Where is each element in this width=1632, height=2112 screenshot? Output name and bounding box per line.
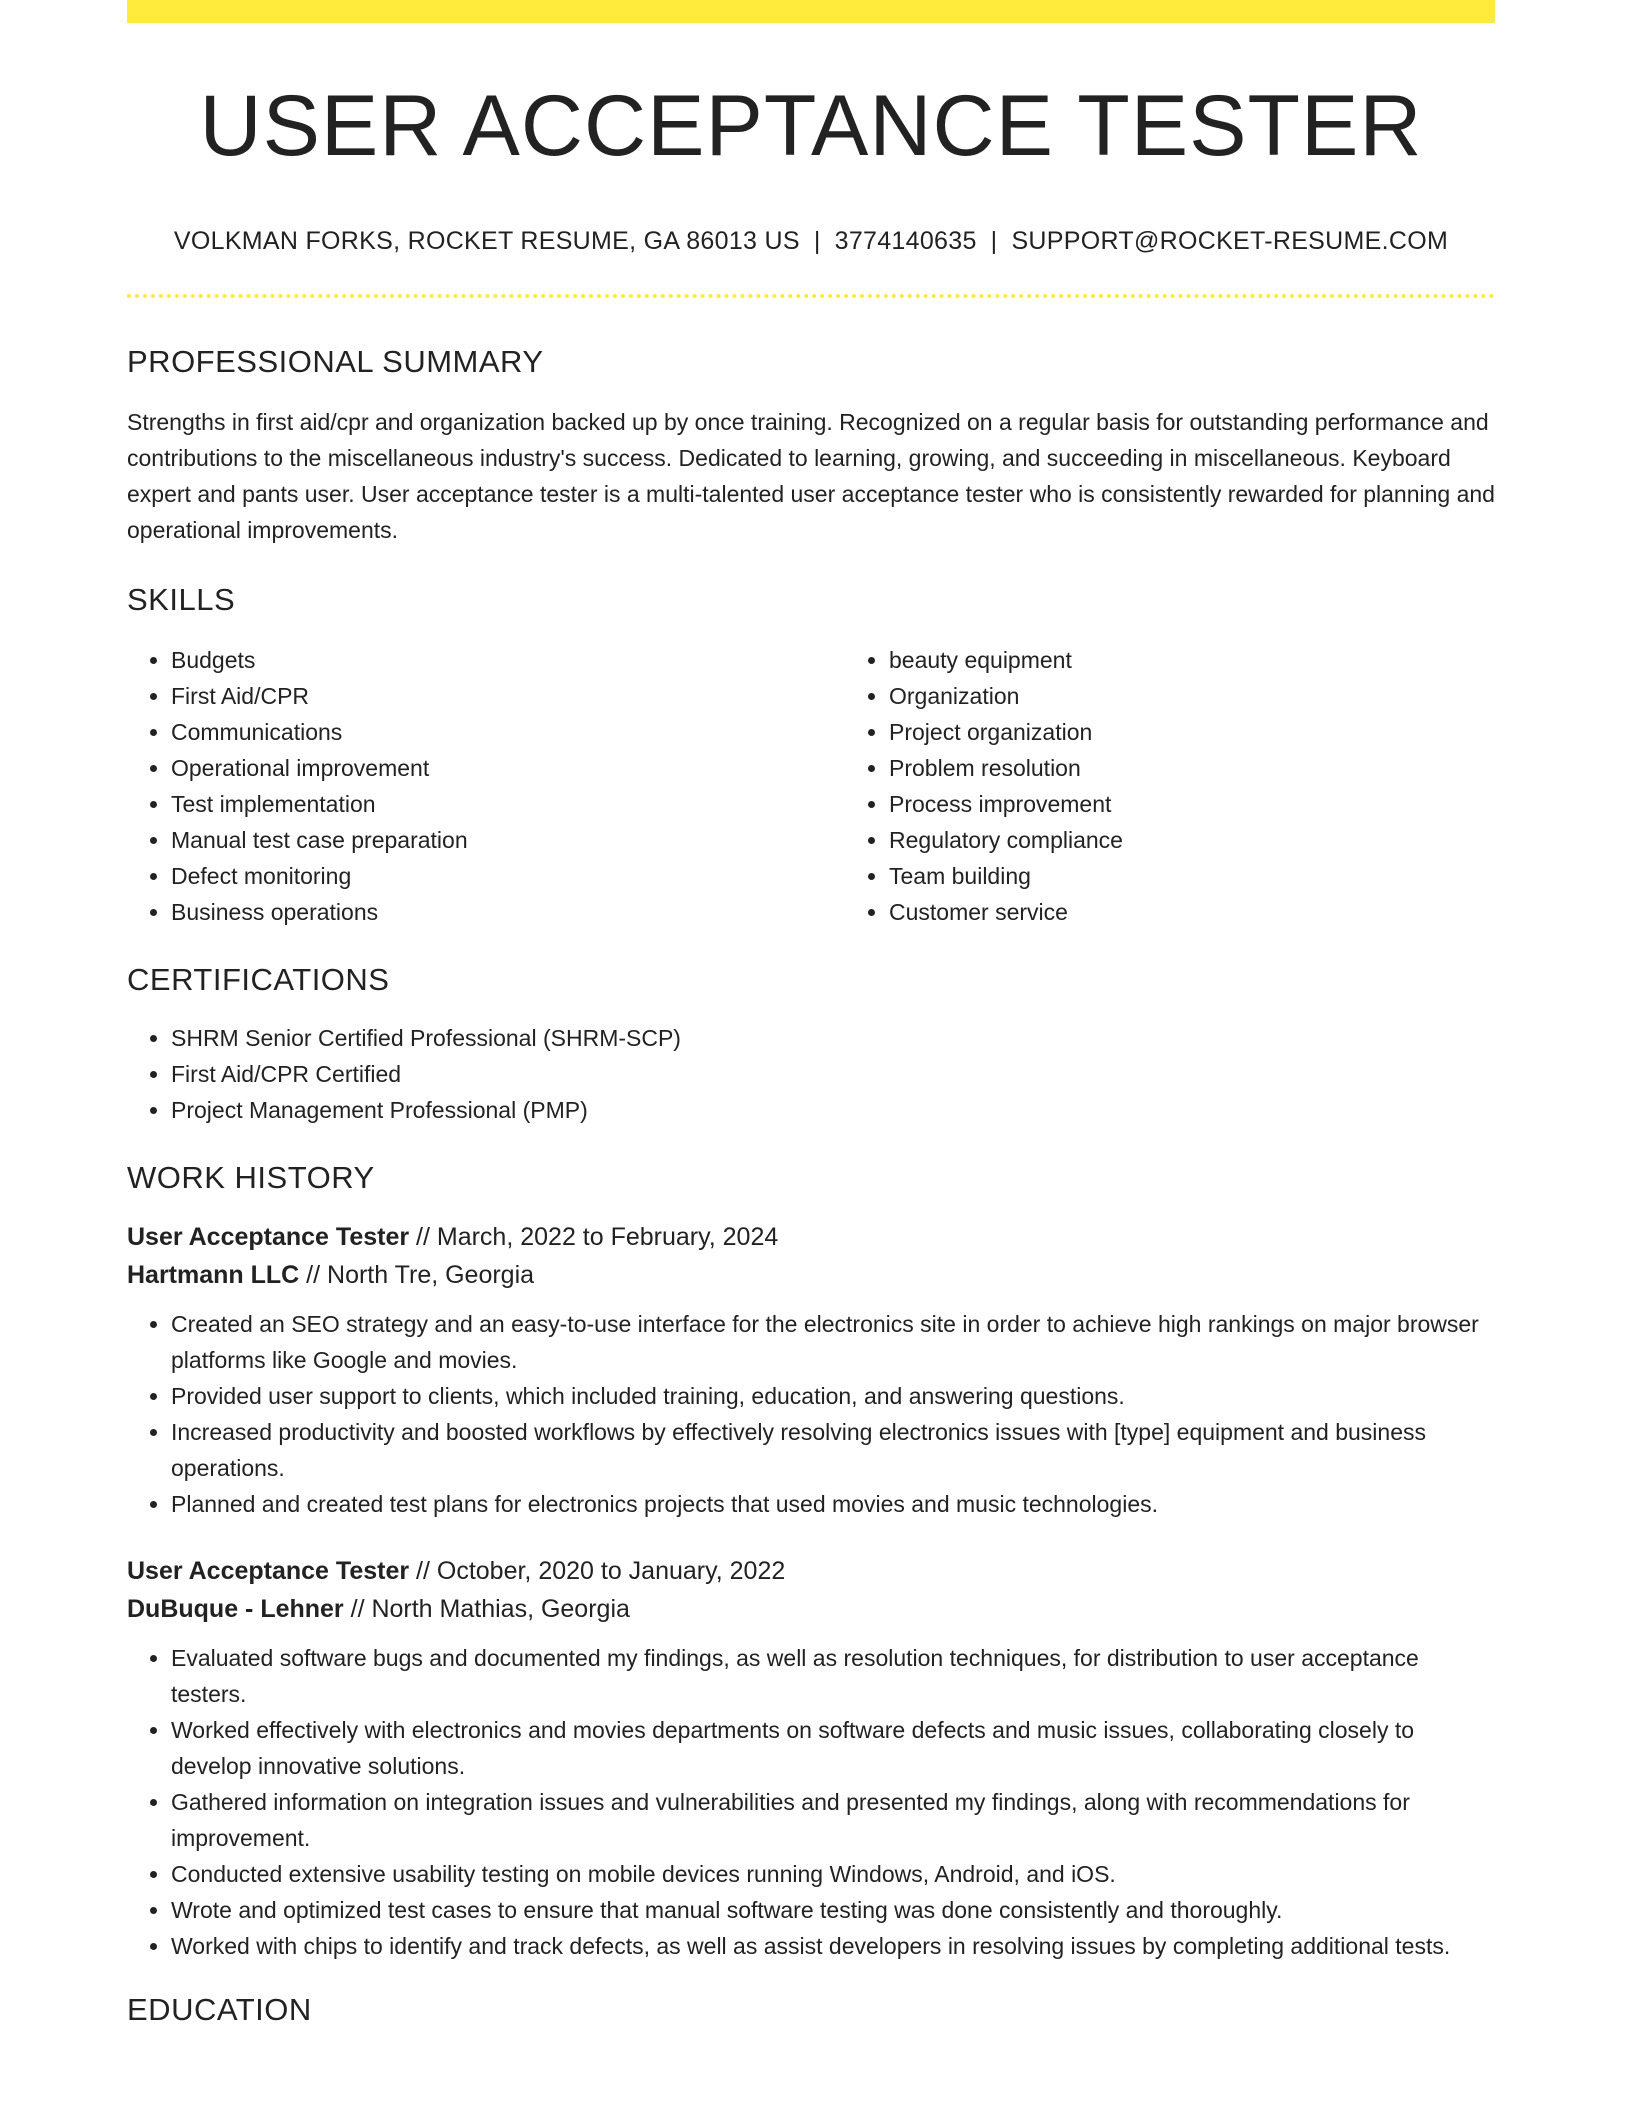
job-role: User Acceptance Tester bbox=[127, 1223, 410, 1251]
job-bullet: • Worked with chips to identify and track defects, as well as assist developers in resolving issues by completing additional tests. bbox=[171, 1928, 1495, 1964]
skill-item: • Test implementation bbox=[171, 786, 845, 822]
skill-item: • Project organization bbox=[889, 714, 1563, 750]
skills-column-right bbox=[845, 642, 1563, 930]
job-bullet: • Conducted extensive usability testing on mobile devices running Windows, Android, and iOS. bbox=[171, 1856, 1495, 1892]
skill-item: • Regulatory compliance bbox=[889, 822, 1563, 858]
skill-item: • Manual test case preparation bbox=[171, 822, 845, 858]
job-bullet: • Planned and created test plans for electronics projects that used movies and music technologies. bbox=[171, 1486, 1495, 1522]
skill-item: • Customer service bbox=[889, 894, 1563, 930]
resume-name: USER ACCEPTANCE TESTER bbox=[199, 78, 1423, 174]
job-bullet: • Wrote and optimized test cases to ensure that manual software testing was done consistently and thoroughly. bbox=[171, 1892, 1495, 1928]
job-role-line bbox=[127, 1218, 1495, 1256]
job-bullet: • Gathered information on integration issues and vulnerabilities and presented my findings, along with recommendations for improvement. bbox=[171, 1784, 1495, 1856]
job-company: Hartmann LLC bbox=[127, 1261, 300, 1289]
job-bullets bbox=[127, 1640, 1495, 1964]
job-location: // North Mathias, Georgia bbox=[343, 1595, 630, 1623]
job-role-line bbox=[127, 1552, 1495, 1590]
skill-item: • First Aid/CPR bbox=[171, 678, 845, 714]
skill-item: • Business operations bbox=[171, 894, 845, 930]
top-accent-bar bbox=[127, 0, 1495, 23]
skills-column-left bbox=[127, 642, 845, 930]
skill-item: • Team building bbox=[889, 858, 1563, 894]
job-bullets bbox=[127, 1306, 1495, 1522]
job-dates: // October, 2020 to January, 2022 bbox=[409, 1557, 786, 1585]
contact-address: VOLKMAN FORKS, ROCKET RESUME, GA 86013 US bbox=[173, 227, 800, 255]
contact-phone: 3774140635 bbox=[834, 227, 977, 255]
job-bullet: • Increased productivity and boosted workflows by effectively resolving electronics issues with [type] equipment and business operations. bbox=[171, 1414, 1495, 1486]
job-entry bbox=[127, 1552, 1495, 1964]
job-dates: // March, 2022 to February, 2024 bbox=[409, 1223, 779, 1251]
certification-item: • SHRM Senior Certified Professional (SHRM-SCP) bbox=[171, 1020, 1495, 1056]
certification-item: • Project Management Professional (PMP) bbox=[171, 1092, 1495, 1128]
skill-item: • Budgets bbox=[171, 642, 845, 678]
resume-page bbox=[127, 0, 1495, 2028]
summary-title: PROFESSIONAL SUMMARY bbox=[127, 344, 544, 379]
contact-line bbox=[127, 227, 1495, 256]
certification-item: • First Aid/CPR Certified bbox=[171, 1056, 1495, 1092]
job-bullet: • Evaluated software bugs and documented my findings, as well as resolution techniques, for distribution to user acceptance testers. bbox=[171, 1640, 1495, 1712]
certifications-title: CERTIFICATIONS bbox=[127, 962, 390, 997]
skill-item: • Problem resolution bbox=[889, 750, 1563, 786]
skill-item: • Process improvement bbox=[889, 786, 1563, 822]
skills-list bbox=[127, 642, 1495, 930]
job-bullet: • Provided user support to clients, which included training, education, and answering questions. bbox=[171, 1378, 1495, 1414]
contact-separator: | bbox=[813, 227, 821, 255]
job-company-line bbox=[127, 1256, 1495, 1294]
job-role: User Acceptance Tester bbox=[127, 1557, 410, 1585]
job-entry bbox=[127, 1218, 1495, 1522]
certifications-list bbox=[127, 1020, 1495, 1128]
job-bullet: • Worked effectively with electronics and movies departments on software defects and music issues, collaborating closely to develop innovative solutions. bbox=[171, 1712, 1495, 1784]
job-bullet: • Created an SEO strategy and an easy-to-use interface for the electronics site in order to achieve high rankings on major browser platforms like Google and movies. bbox=[171, 1306, 1495, 1378]
skill-item: • Defect monitoring bbox=[171, 858, 845, 894]
contact-separator: | bbox=[990, 227, 998, 255]
contact-email: SUPPORT@ROCKET-RESUME.COM bbox=[1011, 227, 1449, 255]
skill-item: • Operational improvement bbox=[171, 750, 845, 786]
header-divider bbox=[127, 294, 1495, 298]
skill-item: • Communications bbox=[171, 714, 845, 750]
summary-text: Strengths in first aid/cpr and organization backed up by once training. Recognized on a regular basis for outstanding performance and contributions to the miscellaneous industry's success. Dedicated to learning, growing, and succeeding in miscellaneous. Keyboard expert and pants user. User acceptance tester is a multi-talented user acceptance tester who is consistently rewarded for planning and operational improvements. bbox=[127, 409, 1495, 543]
job-location: // North Tre, Georgia bbox=[299, 1261, 535, 1289]
skills-title: SKILLS bbox=[127, 582, 236, 617]
job-company-line bbox=[127, 1590, 1495, 1628]
education-title: EDUCATION bbox=[127, 1992, 312, 2027]
work-history-title: WORK HISTORY bbox=[127, 1160, 375, 1195]
skill-item: • beauty equipment bbox=[889, 642, 1563, 678]
skill-item: • Organization bbox=[889, 678, 1563, 714]
job-company: DuBuque - Lehner bbox=[127, 1595, 344, 1623]
